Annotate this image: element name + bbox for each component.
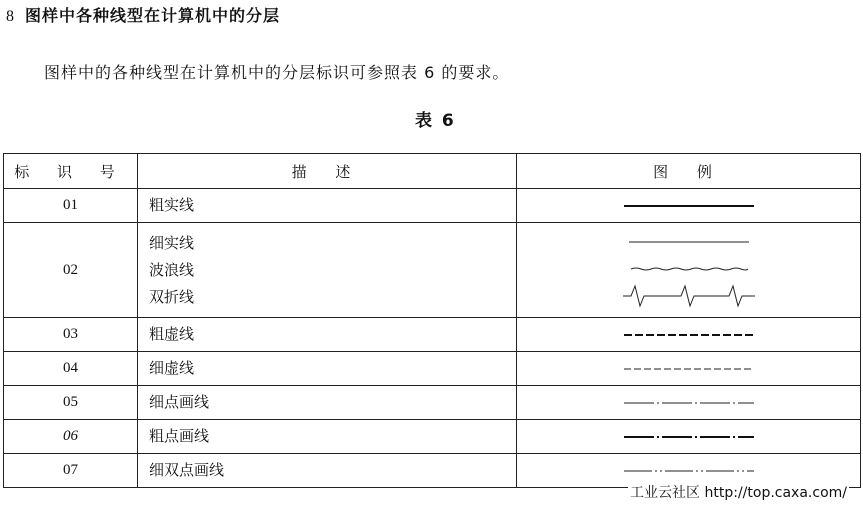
row-id: 03 — [4, 318, 138, 352]
thin-dash-dot-line-sample — [624, 398, 754, 408]
row-legend — [517, 352, 861, 386]
intro-paragraph: 图样中的各种线型在计算机中的分层标识可参照表 6 的要求。 — [44, 63, 510, 82]
header-id: 标 识 号 — [4, 154, 138, 189]
watermark-text: 工业云社区 http://top.caxa.com/ — [628, 482, 849, 502]
table-title: 表 6 — [415, 111, 456, 131]
row-desc — [138, 386, 517, 420]
header-desc: 描 述 — [138, 154, 517, 189]
table-row — [4, 318, 861, 352]
row-desc — [138, 318, 517, 352]
desc-text: 波浪线 — [149, 260, 195, 279]
row-desc — [138, 352, 517, 386]
thin-double-dash-dot-line-sample — [624, 466, 754, 476]
desc-text: 双折线 — [149, 287, 195, 306]
desc-text: 细双点画线 — [149, 461, 225, 479]
row-desc — [138, 454, 517, 488]
desc-text: 细虚线 — [149, 359, 195, 377]
row-id: 06 — [4, 420, 138, 454]
table-row — [4, 352, 861, 386]
row-id: 01 — [4, 189, 138, 223]
table-row — [4, 420, 861, 454]
table-header-row — [4, 154, 861, 189]
row-desc — [138, 223, 517, 318]
table-row — [4, 223, 861, 318]
row-legend — [517, 386, 861, 420]
desc-text: 粗实线 — [149, 196, 195, 214]
thick-dash-dot-line-sample — [624, 432, 754, 442]
desc-text: 粗点画线 — [149, 427, 210, 445]
header-legend: 图 例 — [517, 154, 861, 189]
line-layer-table — [3, 153, 861, 488]
section-number: 8 — [6, 8, 15, 25]
table-row — [4, 386, 861, 420]
row-legend — [517, 223, 861, 318]
row-desc — [138, 420, 517, 454]
thin-dashed-line-sample — [624, 364, 754, 374]
row-id: 07 — [4, 454, 138, 488]
row-desc — [138, 189, 517, 223]
thick-dashed-line-sample — [624, 330, 754, 340]
row-id: 05 — [4, 386, 138, 420]
row-legend — [517, 420, 861, 454]
desc-text: 细点画线 — [149, 393, 210, 411]
thin-wavy-zigzag-line-samples — [619, 230, 759, 311]
row-legend — [517, 318, 861, 352]
section-heading — [6, 3, 280, 26]
thick-solid-line-sample — [624, 201, 754, 211]
table-row — [4, 189, 861, 223]
desc-text: 细实线 — [149, 233, 195, 252]
row-legend — [517, 189, 861, 223]
desc-text: 粗虚线 — [149, 325, 195, 343]
row-id: 04 — [4, 352, 138, 386]
section-title: 图样中各种线型在计算机中的分层 — [25, 6, 281, 25]
row-id: 02 — [4, 223, 138, 318]
